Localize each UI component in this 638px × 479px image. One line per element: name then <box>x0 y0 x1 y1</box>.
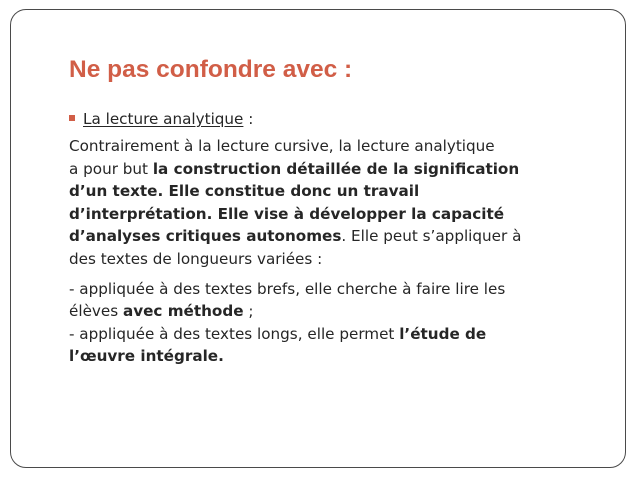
text-line <box>69 180 599 203</box>
paragraph-applications <box>69 278 599 368</box>
bullet-item <box>69 110 253 128</box>
text-run: a pour but <box>69 159 153 178</box>
bold-run: d’interprétation. Elle vise à développer la capacité <box>69 204 505 223</box>
bold-run: d’analyses critiques autonomes <box>69 227 342 246</box>
bullet-colon: : <box>243 110 254 128</box>
text-line <box>69 278 599 301</box>
text-line <box>69 225 599 248</box>
text-run: des textes de longueurs variées : <box>69 249 323 268</box>
text-run: élèves <box>69 302 123 321</box>
text-run: - appliquée à des textes longs, elle permet <box>69 324 400 343</box>
text-run: . Elle peut s’appliquer à <box>341 227 522 246</box>
text-line <box>69 300 599 323</box>
square-bullet-icon <box>69 115 75 121</box>
bullet-label: La lecture analytique <box>83 110 244 128</box>
text-run: - appliquée à des textes brefs, elle cherche à faire lire les <box>69 279 506 298</box>
bold-run: l’étude de <box>399 324 487 343</box>
text-run: ; <box>243 302 254 321</box>
text-line <box>69 135 599 158</box>
bold-run: la construction détaillée de la signification <box>152 159 520 178</box>
text-line <box>69 323 599 346</box>
text-line <box>69 158 599 181</box>
bold-run: d’un texte. Elle constitue donc un travail <box>69 182 420 201</box>
text-line <box>69 203 599 226</box>
slide-title: Ne pas confondre avec : <box>69 56 353 83</box>
bold-run: avec méthode <box>122 302 244 321</box>
text-line <box>69 345 599 368</box>
bold-run: l’œuvre intégrale. <box>69 347 224 366</box>
paragraph-definition <box>69 135 599 271</box>
slide-body <box>69 135 599 368</box>
text-run: Contrairement à la lecture cursive, la lecture analytique <box>69 137 495 155</box>
text-line <box>69 248 599 271</box>
